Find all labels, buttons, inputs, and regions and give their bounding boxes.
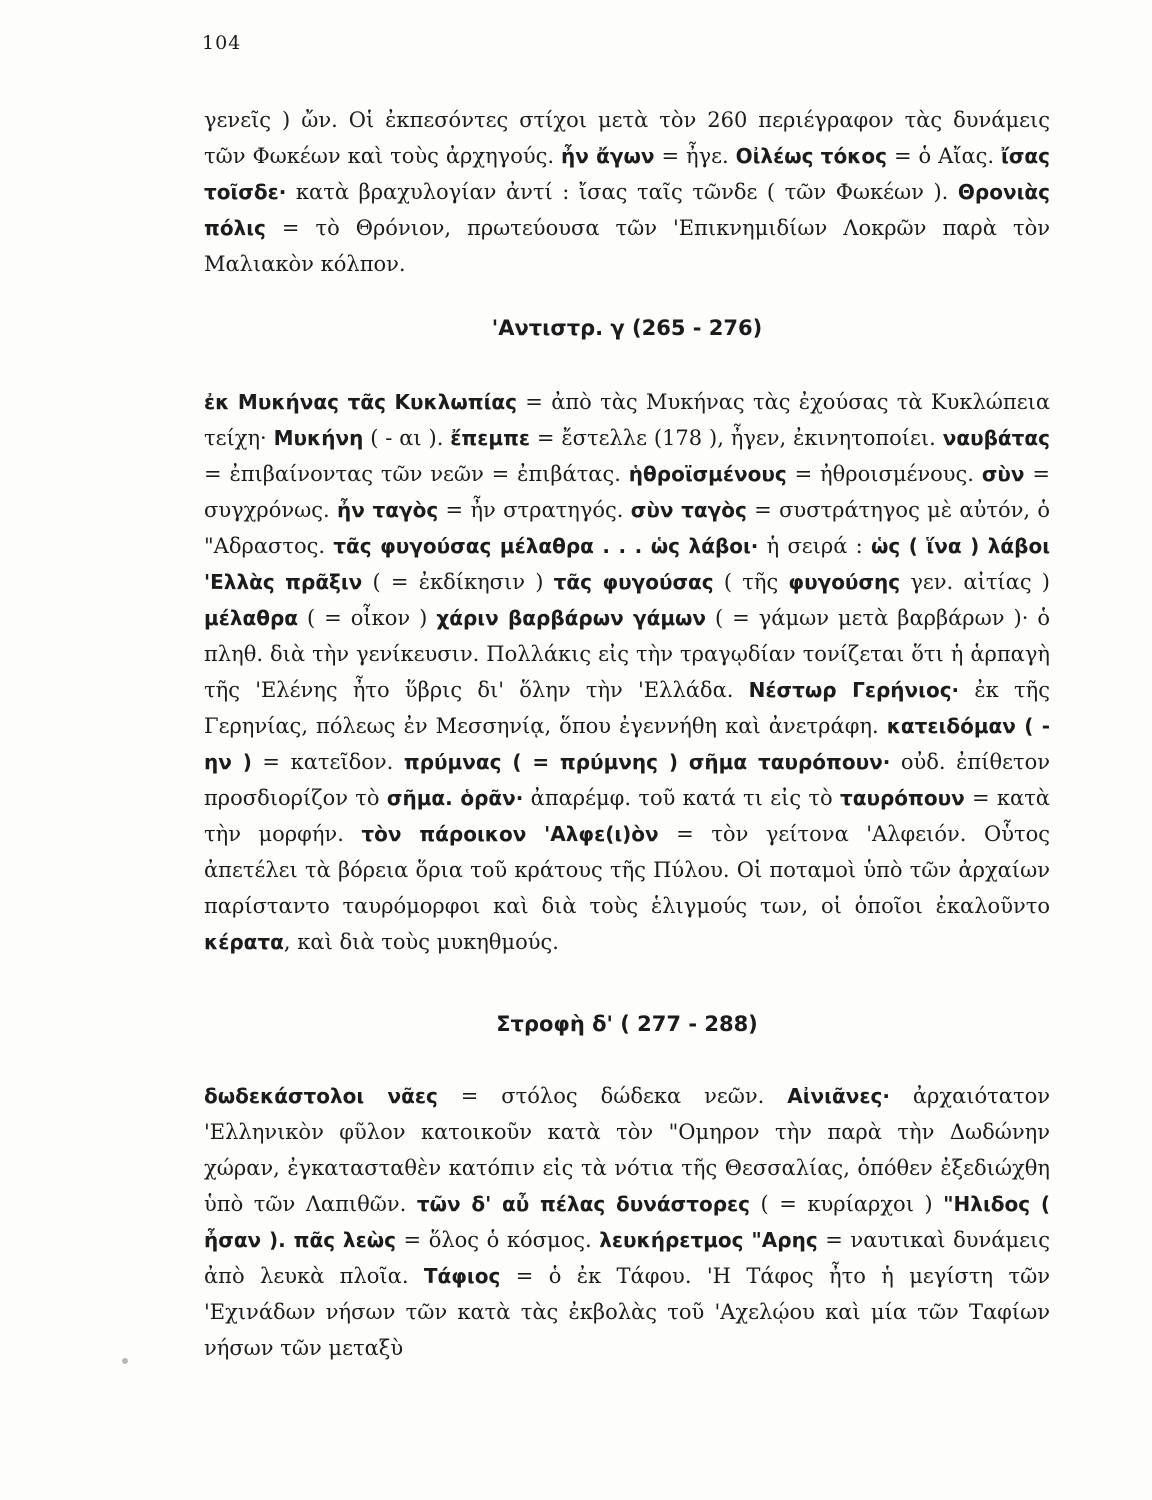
lemma-term: Οἰλέως τόκος xyxy=(735,144,887,168)
commentary-text: = συγχρόνως. xyxy=(204,462,1050,522)
commentary-text: = τὸν γείτονα 'Αλφειόν. Οὗτος ἀπετέλει τὰ βόρεια ὅρια τοῦ κράτους τῆς Πύλου. Οἱ ποταμοὶ ὑπὸ τῶν ἀρχαίων παρίσταντο ταυρόμορφοι καὶ διὰ τοὺς ἑλιγμούς των, οἱ ὁποῖοι ἐκαλοῦντο xyxy=(204,822,1050,918)
section-heading-strophe: Στροφὴ δ' ( 277 - 288) xyxy=(496,1012,758,1036)
lemma-term: Μυκήνη xyxy=(273,426,364,450)
lemma-term: πρύμνας ( = πρύμνης ) σῆμα ταυρόπουν· xyxy=(403,750,891,774)
commentary-text: , καὶ διὰ τοὺς μυκηθμούς. xyxy=(283,930,559,954)
commentary-text: = ἔστελλε (178 ), ἦγεν, ἐκινητοποίει. xyxy=(530,426,943,450)
commentary-text: ἡ σειρά : xyxy=(758,534,871,558)
commentary-text: ἀρχαιότατον 'Ελληνικὸν φῦλον κατοικοῦν κατὰ τὸν "Ομηρον τὴν παρὰ τὴν Δωδώνην χώραν, ἐγκατασταθὲν κατόπιν εἰς τὰ νότια τῆς Θεσσαλίας, ὁπόθεν ἐξεδιώχθη ὑπὸ τῶν Λαπιθῶν. xyxy=(204,1084,1051,1216)
commentary-text: = κατὰ τὴν μορφήν. xyxy=(204,786,1050,846)
lemma-term: Θρονιὰς πόλις xyxy=(204,180,1050,240)
lemma-term: "Ηλιδος ( ἦσαν ). πᾶς λεὼς xyxy=(204,1192,1050,1252)
commentary-text: ἀπαρέμφ. τοῦ κατά τι εἰς τὸ xyxy=(523,786,840,810)
commentary-paragraph-2 xyxy=(204,384,1050,960)
commentary-text: = ἦν στρατηγός. xyxy=(438,498,631,522)
commentary-text: = ὁ Αἴας. xyxy=(887,144,1002,168)
lemma-term: σὺν ταγὸς xyxy=(630,498,747,522)
lemma-term: φυγούσης xyxy=(788,570,901,594)
lemma-term: ἔπεμπε xyxy=(450,426,531,450)
lemma-term: ἦν ταγὸς xyxy=(337,498,439,522)
lemma-term: ἡθροϊσμένους xyxy=(628,462,787,486)
lemma-term: μέλαθρα xyxy=(204,606,299,630)
commentary-text: ( = γάμων μετὰ βαρβάρων )· ὁ πληθ. διὰ τὴν γενίκευσιν. Πολλάκις εἰς τὴν τραγῳδίαν τονίζεται ὅτι ἡ ἁρπαγὴ τῆς 'Ελένης ἦτο ὕβρις δι' ὅλην τὴν 'Ελλάδα. xyxy=(204,606,1050,702)
lemma-term: τῶν δ' αὖ πέλας δυνάστορες xyxy=(416,1192,751,1216)
commentary-text: ( = οἶκον ) xyxy=(298,606,437,630)
commentary-paragraph-1 xyxy=(204,102,1050,282)
commentary-paragraph-3 xyxy=(204,1078,1050,1366)
commentary-text: = ναυτικαὶ δυνάμεις ἀπὸ λευκὰ πλοῖα. xyxy=(204,1228,1050,1288)
lemma-term: σῆμα. ὁρᾶν· xyxy=(386,786,524,810)
lemma-term: ἐκ Μυκήνας τᾶς Κυκλωπίας xyxy=(204,390,517,414)
scan-speck xyxy=(122,1358,128,1364)
commentary-text: = ὁ ἐκ Τάφου. 'Η Τάφος ἦτο ἡ μεγίστη τῶν 'Εχινάδων νήσων τῶν κατὰ τὰς ἐκβολὰς τοῦ 'Αχελῴου καὶ μία τῶν Ταφίων νήσων τῶν μεταξὺ xyxy=(204,1264,1050,1360)
lemma-term: Τάφιος xyxy=(423,1264,501,1288)
lemma-term: λευκήρετμος "Αρης xyxy=(599,1228,818,1252)
lemma-term: ναυβάτας xyxy=(942,426,1050,450)
section-heading-antistrophe: 'Αντιστρ. γ (265 - 276) xyxy=(491,316,763,340)
lemma-term: ὡς ( ἵνα ) λάβοι 'Ελλὰς πρᾶξιν xyxy=(204,534,1050,594)
commentary-text: = στόλος δώδεκα νεῶν. xyxy=(437,1084,788,1108)
lemma-term: δωδεκάστολοι νᾶες xyxy=(204,1084,438,1108)
commentary-text: ἐκ τῆς Γερηνίας, πόλεως ἐν Μεσσηνίᾳ, ὅπου ἐγεννήθη καὶ ἀνετράφη. xyxy=(204,678,1050,738)
lemma-term: σὺν xyxy=(981,462,1025,486)
commentary-text: ( - αι ). xyxy=(363,426,451,450)
lemma-term: ἴσας τοῖσδε· xyxy=(204,144,1051,204)
commentary-text: = ἦγε. xyxy=(654,144,736,168)
lemma-term: τᾶς φυγούσας xyxy=(553,570,714,594)
lemma-term: τᾶς φυγούσας μέλαθρα . . . ὡς λάβοι· xyxy=(333,534,759,558)
commentary-text: κατὰ βραχυλογίαν ἀντί : ἴσας ταῖς τῶνδε ( τῶν Φωκέων ). xyxy=(286,180,958,204)
lemma-term: κατειδόμαν ( - ην ) xyxy=(204,714,1050,774)
lemma-term: Νέστωρ Γερήνιος· xyxy=(748,678,960,702)
lemma-term: ἦν ἄγων xyxy=(561,144,655,168)
commentary-text: ( = κυρίαρχοι ) xyxy=(750,1192,944,1216)
commentary-text: γενεῖς ) ὤν. Οἱ ἐκπεσόντες στίχοι μετὰ τὸν 260 περιέγραφον τὰς δυνάμεις τῶν Φωκέων καὶ τοὺς ἀρχηγούς. xyxy=(204,108,1050,168)
lemma-term: τὸν πάροικον 'Αλφε(ι)ὸν xyxy=(361,822,659,846)
lemma-term: κέρατα xyxy=(204,930,284,954)
commentary-text: = ἠθροισμένους. xyxy=(786,462,982,486)
lemma-term: ταυρόπουν xyxy=(839,786,965,810)
commentary-text: = συστράτηγος μὲ αὐτόν, ὁ "Αδραστος. xyxy=(204,498,1051,558)
commentary-text: = ὅλος ὁ κόσμος. xyxy=(395,1228,600,1252)
commentary-text: = ἐπιβαίνοντας τῶν νεῶν = ἐπιβάτας. xyxy=(204,462,629,486)
commentary-text: = ἀπὸ τὰς Μυκήνας τὰς ἐχούσας τὰ Κυκλώπεια τείχη· xyxy=(204,390,1050,450)
commentary-text: γεν. αἰτίας ) xyxy=(900,570,1051,594)
commentary-text: οὐδ. ἐπίθετον προσδιορίζον τὸ xyxy=(204,750,1051,810)
lemma-term: χάριν βαρβάρων γάμων xyxy=(436,606,707,630)
commentary-text: = κατεῖδον. xyxy=(251,750,404,774)
commentary-text: ( = ἐκδίκησιν ) xyxy=(362,570,554,594)
lemma-term: Αἰνιᾶνες· xyxy=(787,1084,890,1108)
commentary-text: = τὸ Θρόνιον, πρωτεύουσα τῶν 'Επικνημιδίων Λοκρῶν παρὰ τὸν Μαλιακὸν κόλπον. xyxy=(204,216,1050,276)
page-number: 104 xyxy=(202,32,242,54)
commentary-text: ( τῆς xyxy=(713,570,789,594)
